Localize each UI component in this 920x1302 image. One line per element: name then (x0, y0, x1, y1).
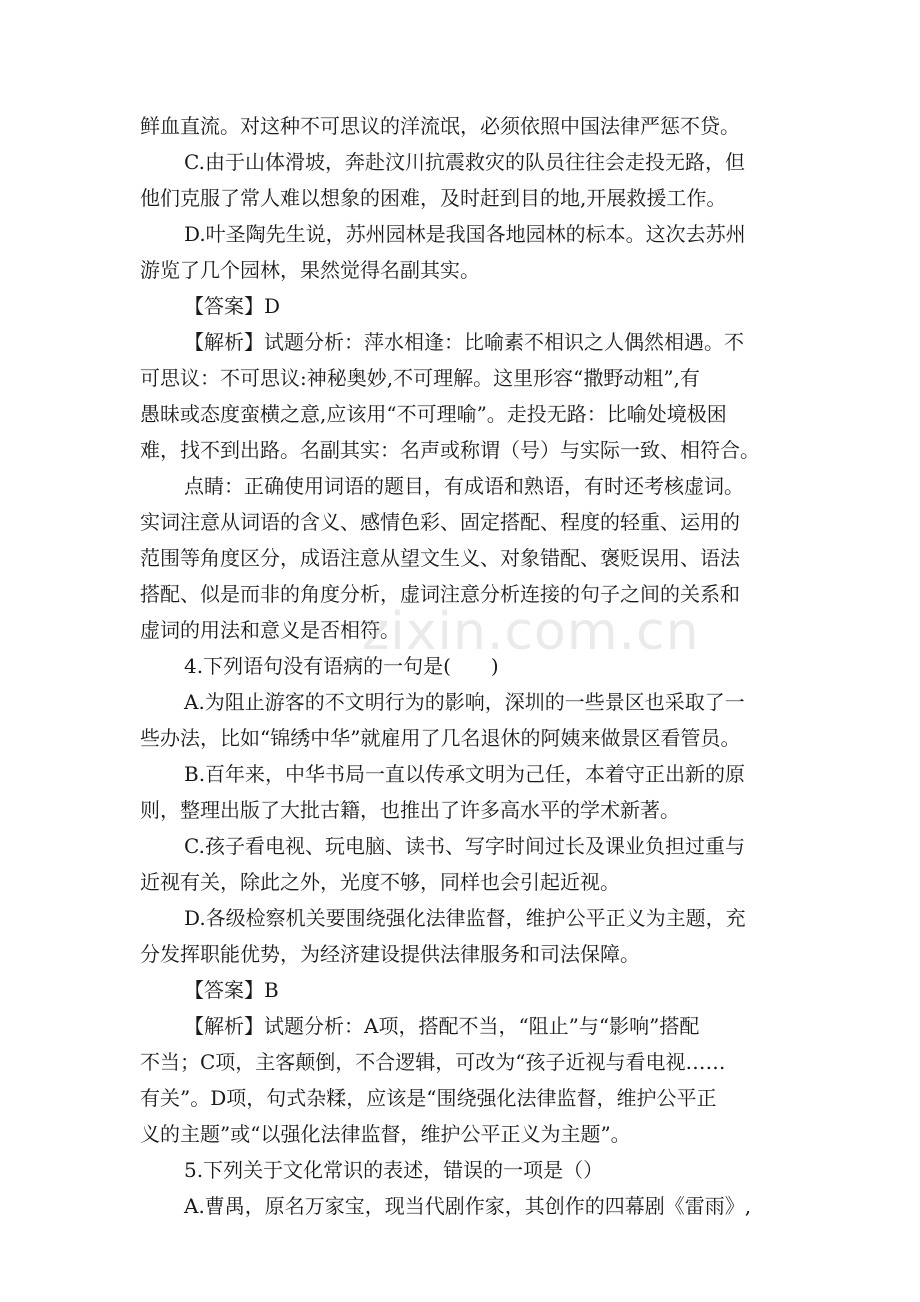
text-line: 愚昧或态度蛮横之意,应该用“不可理喻”。走投无路：比喻处境极困 (140, 402, 727, 426)
text-line: 游览了几个园林，果然觉得名副其实。 (140, 258, 480, 282)
text-line: 4.下列语句没有语病的一句是( ) (184, 654, 499, 678)
text-line: 有关”。D项，句式杂糅，应该是“围绕强化法律监督，维护公平正 (140, 1086, 717, 1110)
text-line: A.曹禺，原名万家宝，现当代剧作家，其创作的四幕剧《雷雨》, (184, 1194, 752, 1218)
text-line: D.各级检察机关要围绕强化法律监督，维护公平正义为主题，充 (184, 906, 746, 930)
text-line: 5.下列关于文化常识的表述，错误的一项是（） (184, 1158, 604, 1182)
text-line: 虚词的用法和意义是否相符。 (140, 618, 400, 642)
text-line: C.孩子看电视、玩电脑、读书、写字时间过长及课业负担过重与 (184, 834, 745, 858)
watermark: zixin.com.cn (362, 602, 700, 662)
text-line: 近视有关，除此之外，光度不够，同样也会引起近视。 (140, 870, 620, 894)
text-line: 义的主题”或“以强化法律监督，维护公平正义为主题”。 (140, 1122, 631, 1146)
text-line: 些办法，比如“锦绣中华”就雇用了几名退休的阿姨来做景区看管员。 (140, 726, 741, 750)
text-line: 范围等角度区分，成语注意从望文生义、对象错配、褒贬误用、语法 (140, 546, 740, 570)
text-line: 【解析】试题分析：A项，搭配不当，“阻止”与“影响”搭配 (184, 1014, 700, 1038)
text-line: 【解析】试题分析：萍水相逢：比喻素不相识之人偶然相遇。不 (184, 330, 744, 354)
text-line: 点睛：正确使用词语的题目，有成语和熟语，有时还考核虚词。 (184, 474, 744, 498)
text-line: 难，找不到出路。名副其实：名声或称谓（号）与实际一致、相符合。 (140, 438, 760, 462)
text-line: 可思议：不可思议:神秘奥妙,不可理解。这里形容“撒野动粗”,有 (140, 366, 700, 390)
text-line: 鲜血直流。对这种不可思议的洋流氓，必须依照中国法律严惩不贷。 (140, 114, 740, 138)
text-line: 不当；C项，主客颠倒，不合逻辑，可改为“孩子近视与看电视…… (140, 1050, 726, 1074)
text-line: D.叶圣陶先生说，苏州园林是我国各地园林的标本。这次去苏州 (184, 222, 746, 246)
text-line: 【答案】B (184, 978, 279, 1002)
text-line: 搭配、似是而非的角度分析，虚词注意分析连接的句子之间的关系和 (140, 582, 740, 606)
text-line: B.百年来，中华书局一直以传承文明为己任，本着守正出新的原 (184, 762, 746, 786)
text-line: A.为阻止游客的不文明行为的影响，深圳的一些景区也采取了一 (184, 690, 745, 714)
text-line: C.由于山体滑坡，奔赴汶川抗震救灾的队员往往会走投无路，但 (184, 150, 745, 174)
text-line: 【答案】D (184, 294, 281, 318)
text-line: 实词注意从词语的含义、感情色彩、固定搭配、程度的轻重、运用的 (140, 510, 740, 534)
text-line: 他们克服了常人难以想象的困难，及时赶到目的地,开展救援工作。 (140, 186, 727, 210)
text-line: 则，整理出版了大批古籍，也推出了许多高水平的学术新著。 (140, 798, 680, 822)
text-line: 分发挥职能优势，为经济建设提供法律服务和司法保障。 (140, 942, 640, 966)
document-body (140, 108, 790, 1224)
